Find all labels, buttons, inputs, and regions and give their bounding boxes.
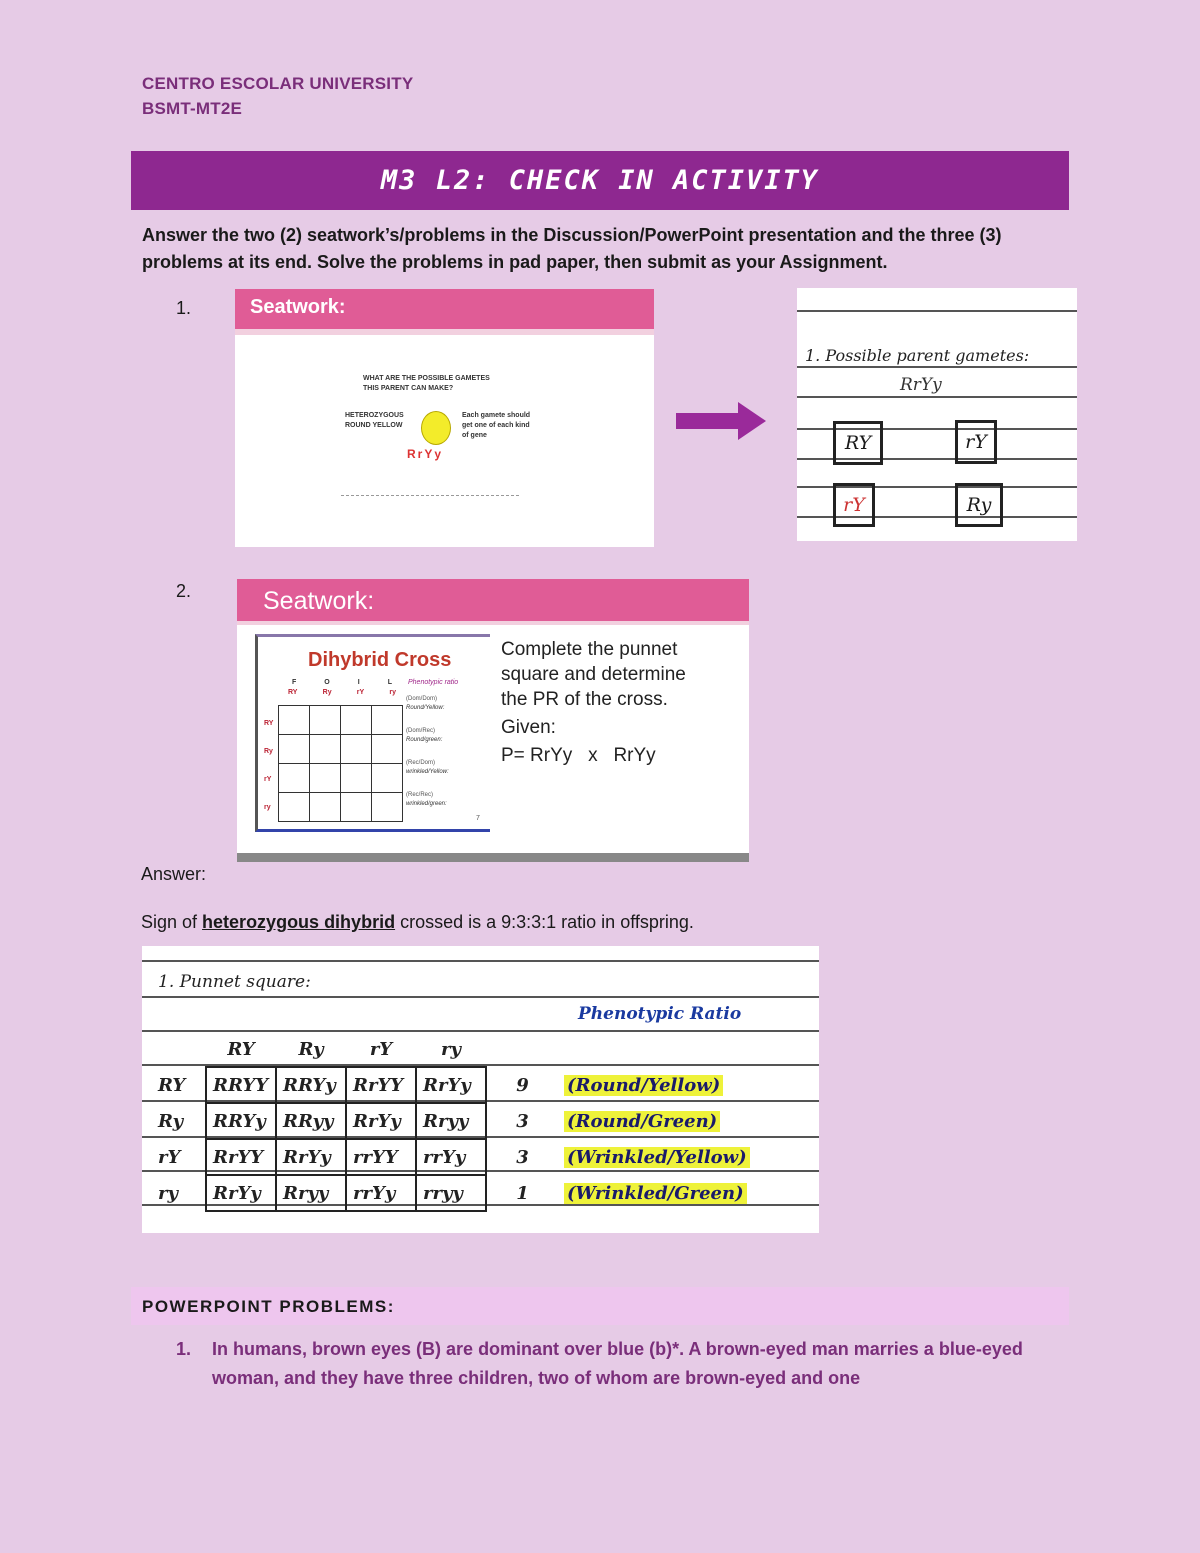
punnet-cell: RRYy	[206, 1103, 276, 1139]
punnet-cell: RrYy	[206, 1175, 276, 1211]
punnet-square-notebook	[142, 946, 819, 1233]
phenotypic-ratio-heading: Phenotypic Ratio	[578, 1004, 742, 1024]
punnet-cell: rrYy	[346, 1175, 416, 1211]
punnet-cell: rrYY	[346, 1139, 416, 1175]
punnet-row	[152, 1139, 756, 1175]
col-header: ry	[441, 1038, 461, 1060]
punnet-cell: RrYy	[346, 1103, 416, 1139]
slide-1-question: WHAT ARE THE POSSIBLE GAMETES THIS PARENT CAN MAKE?	[363, 375, 490, 392]
title-banner	[131, 151, 1069, 210]
powerpoint-problems-heading: POWERPOINT PROBLEMS:	[142, 1297, 395, 1316]
punnet-cell: RRyy	[276, 1103, 346, 1139]
seatwork-1-slide	[235, 289, 654, 547]
slide-1-title-bar	[235, 289, 654, 329]
answer-blanks	[341, 495, 519, 497]
phenotype-label: (Wrinkled/Green)	[564, 1183, 747, 1204]
punnet-row	[152, 1175, 756, 1211]
slide-1-genotype: RrYy	[407, 447, 444, 461]
punnet-row	[152, 1103, 756, 1139]
gamete-box-1: RY	[833, 421, 883, 465]
gamete-box-3: rY	[833, 483, 875, 527]
slide-2-footer	[237, 853, 749, 862]
punnet-cell: RRYY	[206, 1067, 276, 1103]
answer-label: Answer:	[141, 864, 207, 884]
punnet-cell: RRYy	[276, 1067, 346, 1103]
gamete-box-4: Ry	[955, 483, 1003, 527]
slide-2-instructions: Complete the punnet square and determine the PR of the cross. Given: P= RrYy x RrYy	[501, 639, 686, 766]
punnet-row-labels: RY Ry rY ry	[264, 719, 274, 811]
dihybrid-title: Dihybrid Cross	[308, 649, 452, 671]
ratio-count: 1	[516, 1182, 529, 1204]
school-name: CENTRO ESCOLAR UNIVERSITY	[142, 74, 414, 93]
right-arrow-icon	[676, 400, 768, 442]
punnet-cell: rrYy	[416, 1139, 486, 1175]
gamete-box-2: rY	[955, 420, 997, 464]
problem-1-number: 1.	[176, 1339, 192, 1359]
phenotype-label: (Round/Green)	[564, 1111, 720, 1132]
problem-1-text: In humans, brown eyes (B) are dominant over blue (b)*. A brown-eyed man marries a blue-eyed woman, and they have three children, two of whom are brown-eyed and one	[212, 1339, 1023, 1388]
empty-punnet-grid	[278, 705, 403, 822]
phenotype-label: (Wrinkled/Yellow)	[564, 1147, 750, 1168]
col-header: Ry	[298, 1038, 324, 1060]
page-title: M3 L2: CHECK IN ACTIVITY	[380, 165, 820, 196]
ratio-count: 9	[516, 1074, 529, 1096]
punnet-row	[152, 1067, 756, 1103]
row-label: RY	[158, 1074, 186, 1096]
dihybrid-cross-panel	[255, 634, 490, 832]
instructions-text: Answer the two (2) seatwork’s/problems in the Discussion/PowerPoint presentation and the three (3) problems at its end. Solve the problems in pad paper, then submit as your Assignment.	[142, 225, 1002, 272]
ratio-entries: (Dom/Dom) Round/Yellow: (Dom/Rec) Round/green: (Rec/Dom) wrinkled/Yellow: (Rec/Rec) wrinkled/green:	[406, 696, 449, 807]
slide-1-title: Seatwork:	[250, 296, 346, 318]
phenotype-label: (Round/Yellow)	[564, 1075, 723, 1096]
row-label: rY	[158, 1146, 181, 1168]
phenotypic-ratio-label: Phenotypic ratio	[408, 679, 459, 686]
row-label: Ry	[158, 1110, 184, 1132]
punnet-cell: rryy	[416, 1175, 486, 1211]
ratio-count: 3	[516, 1146, 529, 1168]
slide-page-number: 7	[476, 815, 480, 822]
seatwork-2-slide	[237, 579, 749, 862]
answer-sentence: Sign of heterozygous dihybrid crossed is a 9:3:3:1 ratio in offspring.	[141, 912, 694, 932]
slide-1-right-label: Each gamete should get one of each kind of gene	[462, 412, 531, 439]
punnet-cell: RrYy	[416, 1067, 486, 1103]
slide-2-title-bar	[237, 579, 749, 621]
col-header: RY	[227, 1038, 255, 1060]
punnet-cell: RrYy	[276, 1139, 346, 1175]
punnet-cell: RrYY	[206, 1139, 276, 1175]
item-2-number: 2.	[176, 581, 192, 601]
slide-1-left-label: HETEROZYGOUS ROUND YELLOW	[345, 412, 404, 429]
yellow-pea-icon	[421, 411, 451, 445]
ratio-count: 3	[516, 1110, 529, 1132]
punnet-cell: RrYY	[346, 1067, 416, 1103]
foil-labels: F O I L	[292, 679, 392, 686]
punnet-table	[152, 1032, 757, 1212]
row-label: ry	[158, 1182, 178, 1204]
gametes-genotype: RrYy	[900, 375, 942, 395]
powerpoint-problems-bar	[131, 1287, 1069, 1325]
punnet-header-row	[152, 1032, 756, 1067]
gametes-notebook	[797, 288, 1077, 541]
punnet-cell: Rryy	[276, 1175, 346, 1211]
slide-2-title: Seatwork:	[263, 587, 375, 615]
item-1-number: 1.	[176, 298, 192, 318]
punnet-heading: 1. Punnet square:	[158, 972, 311, 992]
gametes-heading: 1. Possible parent gametes:	[805, 346, 1030, 365]
col-header: rY	[369, 1038, 393, 1060]
punnet-col-labels: RY Ry rY ry	[288, 689, 396, 696]
punnet-cell: Rryy	[416, 1103, 486, 1139]
answer-term: heterozygous dihybrid	[202, 912, 396, 932]
section-code: BSMT-MT2E	[142, 99, 243, 118]
